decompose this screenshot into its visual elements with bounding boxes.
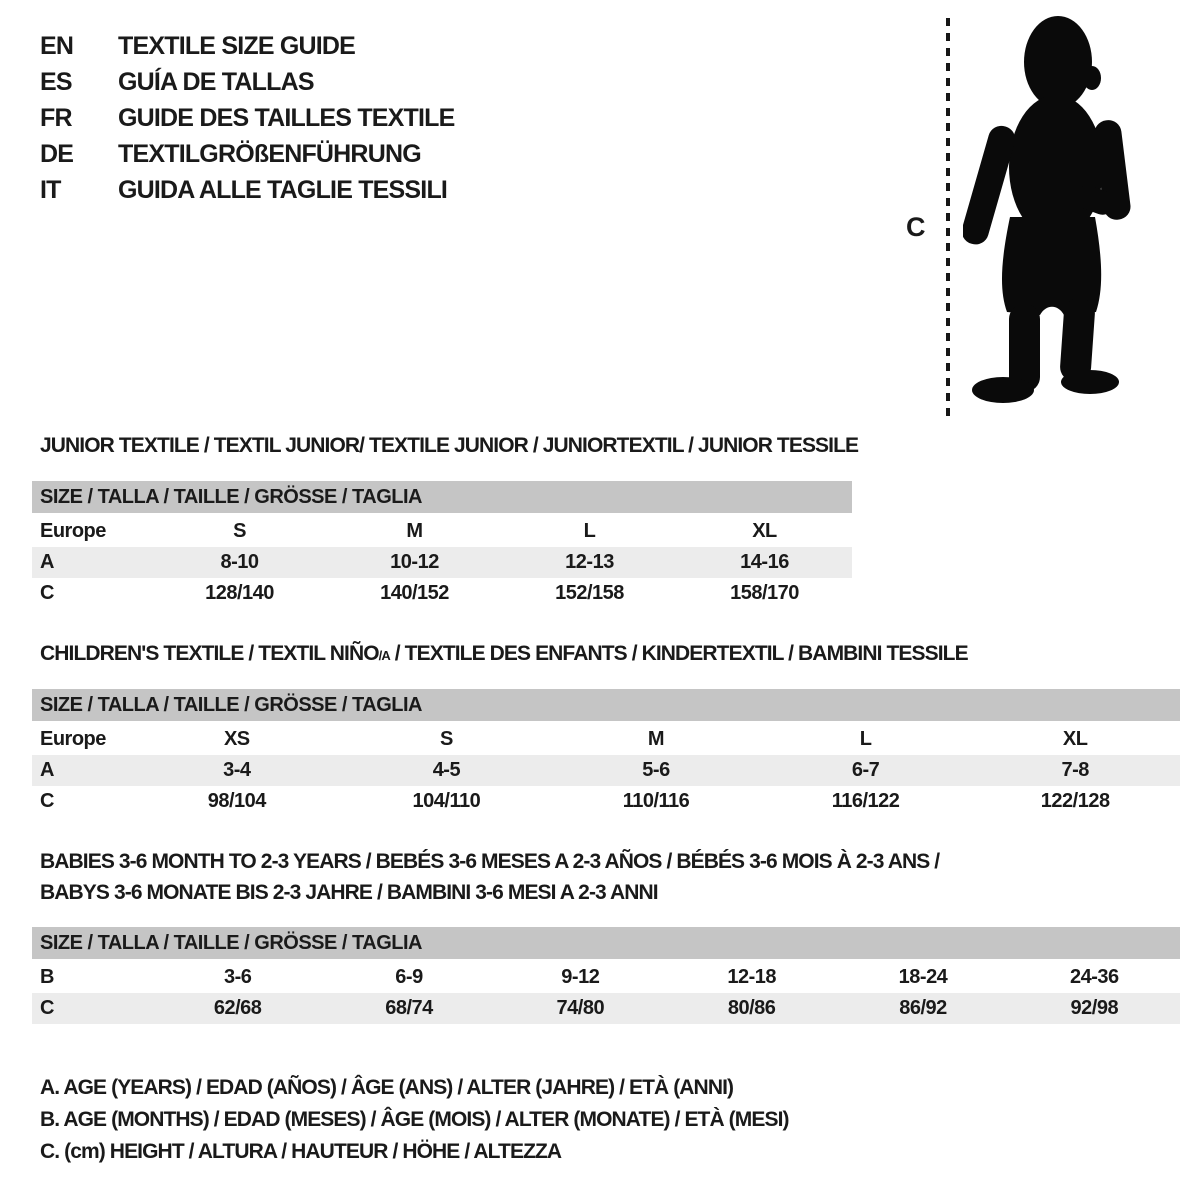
row-label: C [40,790,54,812]
row-label: C [40,997,54,1019]
height-cell: 86/92 [899,997,947,1019]
table-row [32,755,1180,786]
size-cell: S [439,728,453,750]
age-cell: 6-7 [851,759,880,781]
height-cell: 158/170 [730,582,799,604]
row-label: A [40,759,54,781]
size-cell: M [647,728,665,750]
row-label: C [40,582,54,604]
age-cell: 7-8 [1061,759,1089,781]
age-cell: 3-6 [223,966,252,988]
age-cell: 5-6 [642,759,670,781]
row-label: B [40,966,54,988]
height-cell: 152/158 [555,582,624,604]
language-code: ES [40,68,72,96]
language-row-it [40,172,455,208]
junior-section-title: JUNIOR TEXTILE / TEXTIL JUNIOR/ TEXTILE JUNIOR / JUNIORTEXTIL / JUNIOR TESSILE [40,434,859,457]
age-cell: 12-18 [727,966,776,988]
size-cell: XL [1062,728,1088,750]
height-cell: 104/110 [412,790,481,812]
guide-title: GUIDE DES TAILLES TEXTILE [118,104,455,132]
children-section-title [40,642,968,666]
age-cell: 10-12 [390,551,439,573]
height-cell: 68/74 [385,997,433,1019]
table-row [32,547,852,578]
language-code: DE [40,140,74,168]
age-cell: 8-10 [220,551,259,573]
row-label: Europe [40,728,106,750]
size-header-bar: SIZE / TALLA / TAILLE / GRÖSSE / TAGLIA [32,927,1180,959]
size-cell: XS [223,728,250,750]
age-cell: 4-5 [432,759,461,781]
footnote-legend [40,1072,789,1168]
age-cell: 18-24 [898,966,948,988]
babies-section-title [40,846,939,908]
height-cell: 110/116 [622,790,690,812]
row-label: A [40,551,54,573]
age-cell: 24-36 [1069,966,1119,988]
guide-title: GUÍA DE TALLAS [118,68,314,96]
age-cell: 12-13 [565,551,614,573]
height-cell: 128/140 [205,582,274,604]
size-cell: L [583,520,596,542]
age-cell: 6-9 [395,966,423,988]
children-title-pre: CHILDREN'S TEXTILE / TEXTIL NIÑO [40,642,379,665]
height-cell: 92/98 [1070,997,1119,1019]
height-cell: 62/68 [213,997,262,1019]
babies-size-table [32,927,1180,1024]
height-cell: 74/80 [556,997,605,1019]
toddler-silhouette-icon [963,12,1138,414]
footnote-age-years: A. AGE (YEARS) / EDAD (AÑOS) / ÂGE (ANS) / ALTER (JAHRE) / ETÀ (ANNI) [40,1076,734,1099]
children-title-post: / TEXTILE DES ENFANTS / KINDERTEXTIL / BAMBINI TESSILE [389,642,968,665]
table-row [32,993,1180,1024]
language-title-list [40,28,455,208]
junior-size-table [32,481,852,609]
height-measure-dashed-line [946,18,950,416]
language-code: EN [40,32,74,60]
age-cell: 14-16 [740,551,789,573]
size-header-bar: SIZE / TALLA / TAILLE / GRÖSSE / TAGLIA [32,689,1180,721]
footnote-age-months: B. AGE (MONTHS) / EDAD (MESES) / ÂGE (MOIS) / ALTER (MONATE) / ETÀ (MESI) [40,1108,789,1131]
table-row [32,724,1180,755]
size-cell: S [233,520,246,542]
language-row-en [40,28,455,64]
height-cell: 98/104 [207,790,266,812]
table-row [32,578,852,609]
guide-title: GUIDA ALLE TAGLIE TESSILI [118,176,448,204]
table-row [32,962,1180,993]
language-row-es [40,64,455,100]
row-label: Europe [40,520,106,542]
babies-title-line1: BABIES 3-6 MONTH TO 2-3 YEARS / BEBÉS 3-6 MESES A 2-3 AÑOS / BÉBÉS 3-6 MOIS À 2-3 ANS / [40,850,940,873]
height-cell: 80/86 [727,997,776,1019]
age-cell: 9-12 [561,966,600,988]
size-cell: M [406,520,423,542]
height-cell: 122/128 [1040,790,1110,812]
children-size-table [32,689,1180,817]
language-code: IT [40,176,61,204]
height-cell: 140/152 [380,582,449,604]
size-cell: L [859,728,872,750]
language-row-fr [40,100,455,136]
language-code: FR [40,104,72,132]
children-title-sub: /A [378,648,390,663]
table-row [32,516,852,547]
babies-title-line2: BABYS 3-6 MONATE BIS 2-3 JAHRE / BAMBINI 3-6 MESI A 2-3 ANNI [40,881,658,904]
height-measure-label: C [906,212,926,242]
footnote-height-cm: C. (cm) HEIGHT / ALTURA / HAUTEUR / HÖHE / ALTEZZA [40,1140,562,1163]
age-cell: 3-4 [223,759,251,781]
guide-title: TEXTILE SIZE GUIDE [118,32,356,60]
size-header-bar: SIZE / TALLA / TAILLE / GRÖSSE / TAGLIA [32,481,852,513]
table-row [32,786,1180,817]
guide-title: TEXTILGRÖßENFÜHRUNG [118,140,421,168]
size-cell: XL [752,520,777,542]
height-cell: 116/122 [831,790,900,812]
language-row-de [40,136,455,172]
